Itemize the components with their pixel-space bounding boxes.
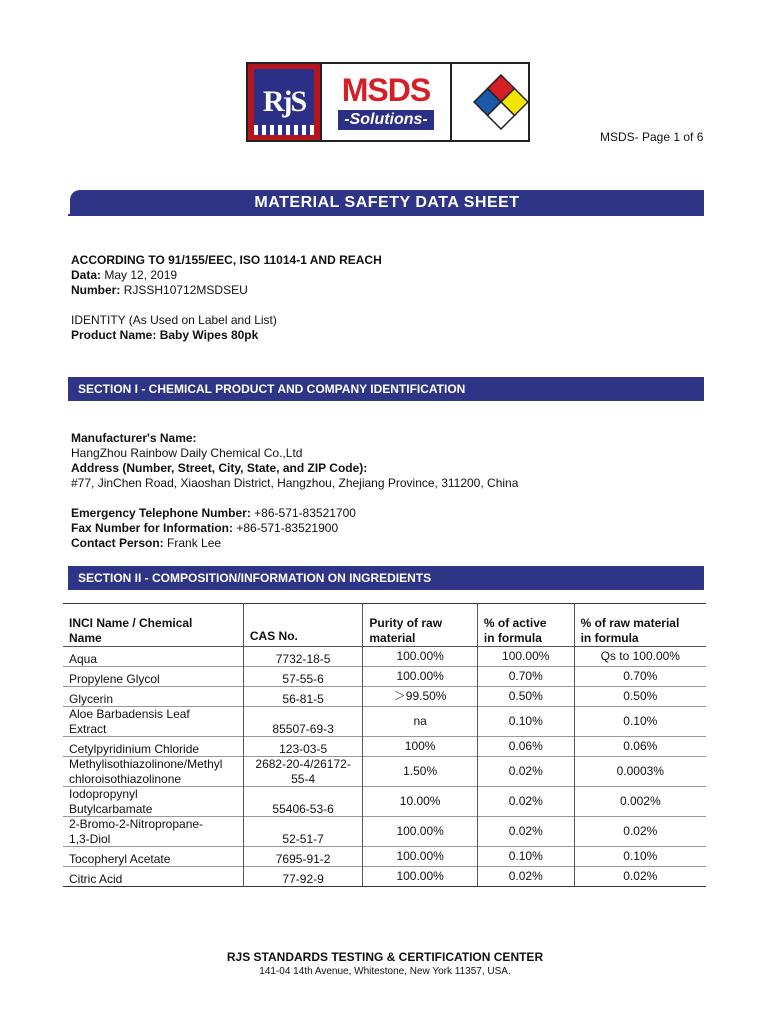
cell-chemical-name xyxy=(63,667,243,687)
manufacturer-label: Manufacturer's Name: xyxy=(71,431,197,445)
cell-cas-number-line: 57-55-6 xyxy=(282,671,324,686)
col-header-name xyxy=(63,604,243,647)
cell-raw-percent-text: 0.02% xyxy=(623,869,658,884)
cell-active-percent xyxy=(477,867,574,887)
cell-active-percent xyxy=(477,647,574,667)
cell-cas-number xyxy=(243,787,362,817)
cell-raw-percent xyxy=(574,757,706,787)
col-header-cas xyxy=(243,604,362,647)
table-row xyxy=(63,817,706,847)
cell-raw-percent-text: 0.06% xyxy=(623,739,658,754)
cell-purity-text: 1.50% xyxy=(403,764,438,779)
address-value: #77, JinChen Road, Xiaoshan District, Hangzhou, Zhejiang Province, 311200, China xyxy=(71,476,519,490)
cell-raw-percent-text: 0.70% xyxy=(623,669,658,684)
cell-chemical-name xyxy=(63,737,243,757)
product-label: Product Name: xyxy=(71,328,157,342)
cell-raw-percent xyxy=(574,667,706,687)
cell-purity-text: 100.00% xyxy=(396,649,444,664)
cell-purity-text: 100.00% xyxy=(396,869,444,884)
cell-purity xyxy=(363,867,478,887)
date-label: Data: xyxy=(71,268,102,282)
cell-purity xyxy=(363,647,478,667)
cell-active-percent xyxy=(477,817,574,847)
emergency-phone-value: +86-571-83521700 xyxy=(254,506,356,520)
cell-chemical-name xyxy=(63,787,243,817)
title-bar-accent xyxy=(68,214,70,216)
cell-cas-number-line: 77-92-9 xyxy=(282,871,324,886)
col-header-active xyxy=(477,604,574,647)
cell-chemical-name-line: Glycerin xyxy=(69,691,114,706)
cell-active-percent-text: 0.02% xyxy=(508,824,543,839)
col-header-raw-line2: in formula xyxy=(580,631,639,645)
cell-chemical-name-line: Propylene Glycol xyxy=(69,671,160,686)
footer-address: 141-04 14th Avenue, Whitestone, New York 11357, USA. xyxy=(259,966,511,977)
nfpa-diamond-icon xyxy=(452,64,528,140)
section-2-heading: SECTION II - COMPOSITION/INFORMATION ON INGREDIENTS xyxy=(68,566,704,590)
cell-cas-number-line: 55406-53-6 xyxy=(272,801,334,816)
number-label: Number: xyxy=(71,283,121,297)
contact-line xyxy=(71,536,221,552)
rjs-logo-mark xyxy=(248,64,322,140)
document-title: MATERIAL SAFETY DATA SHEET xyxy=(70,190,704,216)
product-value: Baby Wipes 80pk xyxy=(159,328,259,342)
table-row xyxy=(63,707,706,737)
cell-active-percent-text: 100.00% xyxy=(502,649,550,664)
cell-cas-number-line: 56-81-5 xyxy=(282,691,324,706)
cell-active-percent-text: 0.06% xyxy=(508,739,543,754)
cell-purity-text: 100% xyxy=(404,739,436,754)
cell-chemical-name-line: Aqua xyxy=(69,651,98,666)
cell-chemical-name-line: 2-Bromo-2-Nitropropane- xyxy=(69,817,204,831)
cell-raw-percent xyxy=(574,867,706,887)
cell-active-percent-text: 0.70% xyxy=(508,669,543,684)
cell-raw-percent-text: 0.0003% xyxy=(616,764,664,779)
cell-raw-percent xyxy=(574,707,706,737)
cell-chemical-name xyxy=(63,847,243,867)
cell-active-percent xyxy=(477,667,574,687)
regulation-reference: ACCORDING TO 91/155/EEC, ISO 11014-1 AND REACH xyxy=(71,253,382,267)
number-line xyxy=(71,283,248,299)
cell-active-percent-text: 0.02% xyxy=(508,764,543,779)
cell-purity-text: 100.00% xyxy=(396,849,444,864)
company-logo xyxy=(246,62,530,142)
cell-raw-percent-text: 0.002% xyxy=(619,794,661,809)
col-header-name-line1: INCI Name / Chemical xyxy=(69,616,193,630)
cell-chemical-name-line: Iodopropynyl xyxy=(69,787,138,801)
cell-chemical-name xyxy=(63,817,243,847)
cell-raw-percent-text: 0.10% xyxy=(623,849,658,864)
cell-chemical-name-line: Citric Acid xyxy=(69,871,123,886)
cell-cas-number xyxy=(243,737,362,757)
msds-logo xyxy=(322,64,452,140)
contact-value: Frank Lee xyxy=(167,536,222,550)
rjs-logo-text: RjS xyxy=(262,85,306,118)
table-row xyxy=(63,687,706,707)
cell-active-percent xyxy=(477,687,574,707)
col-header-active-line1: % of active xyxy=(483,616,547,630)
manufacturer-value: HangZhou Rainbow Daily Chemical Co.,Ltd xyxy=(71,446,303,460)
footer-center-name: RJS STANDARDS TESTING & CERTIFICATION CENTER xyxy=(226,950,544,964)
cell-chemical-name-line: Extract xyxy=(69,721,107,736)
cell-cas-number-line: 7732-18-5 xyxy=(275,651,331,666)
cell-purity-text: 100.00% xyxy=(396,824,444,839)
cell-active-percent-text: 0.02% xyxy=(508,869,543,884)
cell-purity-text: 100.00% xyxy=(396,669,444,684)
cell-purity xyxy=(363,847,478,867)
col-header-purity-line2: material xyxy=(369,631,416,645)
cell-raw-percent-text: Qs to 100.00% xyxy=(600,649,680,664)
cell-purity xyxy=(363,707,478,737)
cell-cas-number-line: 52-51-7 xyxy=(282,831,324,846)
cell-raw-percent xyxy=(574,787,706,817)
table-row xyxy=(63,847,706,867)
table-row xyxy=(63,647,706,667)
cell-cas-number xyxy=(243,867,362,887)
cell-chemical-name xyxy=(63,647,243,667)
cell-raw-percent-text: 0.10% xyxy=(623,714,658,729)
cell-cas-number xyxy=(243,647,362,667)
msds-logo-text: MSDS xyxy=(341,72,431,108)
cell-active-percent-text: 0.10% xyxy=(508,714,543,729)
emergency-phone-line xyxy=(71,506,356,522)
cell-chemical-name-line: Aloe Barbadensis Leaf xyxy=(69,707,190,721)
cell-cas-number-line: 7695-91-2 xyxy=(275,851,331,866)
cell-purity-text: 10.00% xyxy=(399,794,441,809)
number-value: RJSSH10712MSDSEU xyxy=(123,283,248,297)
cell-raw-percent-text: 0.50% xyxy=(623,689,658,704)
cell-purity-text: ＞99.50% xyxy=(393,689,447,704)
contact-label: Contact Person: xyxy=(71,536,164,550)
cell-chemical-name xyxy=(63,757,243,787)
ingredients-table xyxy=(63,603,706,887)
table-row xyxy=(63,737,706,757)
section-1-heading: SECTION I - CHEMICAL PRODUCT AND COMPANY IDENTIFICATION xyxy=(68,377,704,401)
identity-line: IDENTITY (As Used on Label and List) xyxy=(71,313,277,327)
cell-cas-number-line: 123-03-5 xyxy=(279,741,328,756)
cell-active-percent xyxy=(477,847,574,867)
cell-active-percent-text: 0.50% xyxy=(508,689,543,704)
fax-label: Fax Number for Information: xyxy=(71,521,234,535)
cell-purity-text: na xyxy=(413,714,427,729)
cell-raw-percent xyxy=(574,647,706,667)
cell-cas-number xyxy=(243,757,362,787)
cell-raw-percent xyxy=(574,817,706,847)
cell-cas-number-line: 2682-20-4/26172- xyxy=(255,757,351,771)
fax-line xyxy=(71,521,338,537)
col-header-name-line2: Name xyxy=(69,631,102,645)
page-number: MSDS- Page 1 of 6 xyxy=(600,130,704,144)
cell-cas-number-line: 55-4 xyxy=(291,771,316,786)
solutions-logo-text: -Solutions- xyxy=(338,110,434,130)
cell-chemical-name xyxy=(63,707,243,737)
cell-chemical-name xyxy=(63,687,243,707)
cell-cas-number-line: 85507-69-3 xyxy=(272,721,334,736)
cell-chemical-name-line: Methylisothiazolinone/Methyl xyxy=(69,757,223,771)
col-header-raw xyxy=(574,604,706,647)
table-header-row xyxy=(63,604,706,647)
cell-cas-number xyxy=(243,667,362,687)
cell-purity xyxy=(363,667,478,687)
cell-chemical-name-line: Tocopheryl Acetate xyxy=(69,851,171,866)
col-header-active-line2: in formula xyxy=(483,631,542,645)
cell-chemical-name-line: Butylcarbamate xyxy=(69,801,153,816)
table-row xyxy=(63,667,706,687)
cell-cas-number xyxy=(243,847,362,867)
product-line xyxy=(71,328,258,344)
table-row xyxy=(63,867,706,887)
cell-raw-percent-text: 0.02% xyxy=(623,824,658,839)
date-value: May 12, 2019 xyxy=(104,268,178,282)
cell-purity xyxy=(363,757,478,787)
table-row xyxy=(63,757,706,787)
cell-chemical-name-line: Cetylpyridinium Chloride xyxy=(69,741,200,756)
emergency-phone-label: Emergency Telephone Number: xyxy=(71,506,251,520)
cell-purity xyxy=(363,817,478,847)
col-header-purity-line1: Purity of raw xyxy=(369,616,443,630)
date-line xyxy=(71,268,177,284)
cell-cas-number xyxy=(243,707,362,737)
address-label: Address (Number, Street, City, State, and ZIP Code): xyxy=(71,461,368,475)
col-header-cas-text: CAS No. xyxy=(249,629,298,643)
cell-purity xyxy=(363,787,478,817)
cell-active-percent xyxy=(477,737,574,757)
cell-purity xyxy=(363,687,478,707)
col-header-purity xyxy=(363,604,478,647)
cell-chemical-name xyxy=(63,867,243,887)
cell-active-percent xyxy=(477,757,574,787)
cell-raw-percent xyxy=(574,847,706,867)
cell-active-percent-text: 0.10% xyxy=(508,849,543,864)
cell-cas-number xyxy=(243,687,362,707)
cell-chemical-name-line: 1,3-Diol xyxy=(69,831,111,846)
cell-active-percent-text: 0.02% xyxy=(508,794,543,809)
table-row xyxy=(63,787,706,817)
cell-purity xyxy=(363,737,478,757)
cell-raw-percent xyxy=(574,687,706,707)
cell-active-percent xyxy=(477,707,574,737)
fax-value: +86-571-83521900 xyxy=(236,521,339,535)
col-header-raw-line1: % of raw material xyxy=(580,616,680,630)
cell-cas-number xyxy=(243,817,362,847)
cell-active-percent xyxy=(477,787,574,817)
cell-raw-percent xyxy=(574,737,706,757)
cell-chemical-name-line: chloroisothiazolinone xyxy=(69,771,182,786)
